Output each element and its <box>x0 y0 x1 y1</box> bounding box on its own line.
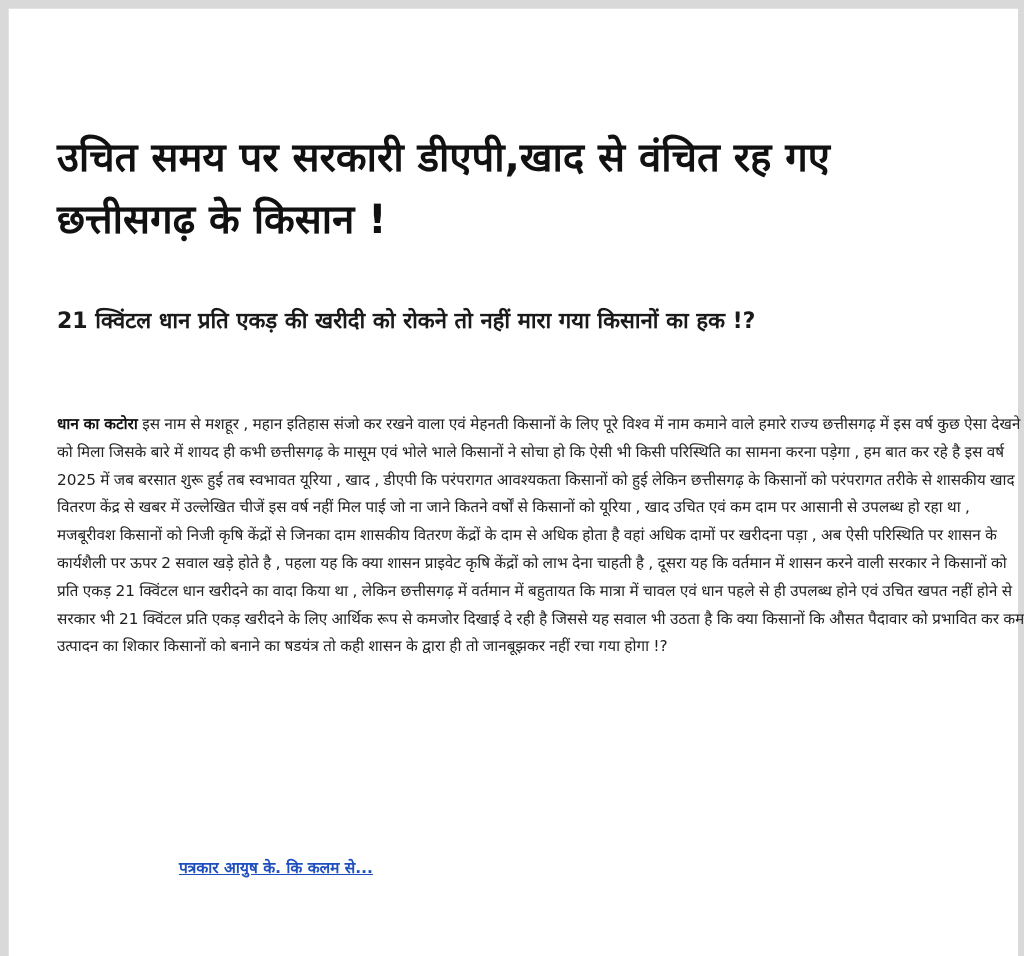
article-body-text: इस नाम से मशहूर , महान इतिहास संजो कर रखने वाला एवं मेहनती किसानों के लिए पूरे विश्व में नाम कमाने वाले हमारे राज्य छत्तीसगढ़ में इस वर्ष कुछ ऐसा देखने को मिला जिसके बारे में शायद ही कभी छत्तीसगढ़ के मासूम एवं भोले भाले किसानों ने सोचा हो कि ऐसी भी किसी परिस्थिति का सामना करना पड़ेगा , हम बात कर रहे है इस वर्ष 2025 में जब बरसात शुरू हुई तब स्वभावत यूरिया , खाद , डीएपी कि परंपरागत आवश्यकता किसानों को हुई लेकिन छत्तीसगढ़ के किसानों को परंपरागत तरीके से शासकीय खाद वितरण केंद्र से खबर में उल्लेखित चीजें इस वर्ष नहीं मिल पाई जो ना जाने कितने वर्षों से किसानों को यूरिया , खाद उचित एवं कम दाम पर आसानी से उपलब्ध हो रहा था , मजबूरीवश किसानों को निजी कृषि केंद्रों से जिनका दाम शासकीय वितरण केंद्रों के दाम से अधिक होता है वहां अधिक दामों पर खरीदना पड़ा , अब ऐसी परिस्थिति पर शासन के कार्यशैली पर ऊपर 2 सवाल खड़े होते है , पहला यह कि क्या शासन प्राइवेट कृषि केंद्रों को लाभ देना चाहती है , दूसरा यह कि वर्तमान में शासन करने वाली सरकार ने किसानों को प्रति एकड़ 21 क्विंटल धान खरीदने का वादा किया था , लेकिन छत्तीसगढ़ में वर्तमान में बहुतायत कि मात्रा में चावल एवं धान पहले से ही उपलब्ध होने एवं उचित खपत नहीं होने से सरकार भी 21 क्विंटल प्रति एकड़ खरीदने के लिए आर्थिक रूप से कमजोर दिखाई दे रही है जिससे यह सवाल भी उठता है कि क्या किसानों कि औसत पैदावार को प्रभावित कर कम उत्पादन का शिकार किसानों को बनाने का षडयंत्र तो कही शासन के द्वारा ही तो जानबूझकर नहीं रचा गया होगा !? <box>57 415 1024 656</box>
article-title: उचित समय पर सरकारी डीएपी,खाद से वंचित रह गए छत्तीसगढ़ के किसान ! <box>57 135 830 243</box>
article-lead: धान का कटोरा <box>57 415 138 433</box>
byline-link[interactable]: पत्रकार आयुष के. कि कलम से... <box>179 859 373 877</box>
article-subtitle: 21 क्विंटल धान प्रति एकड़ की खरीदी को रोकने तो नहीं मारा गया किसानों का हक !? <box>57 309 756 334</box>
article-body <box>57 411 1024 661</box>
article-page <box>8 8 1024 956</box>
